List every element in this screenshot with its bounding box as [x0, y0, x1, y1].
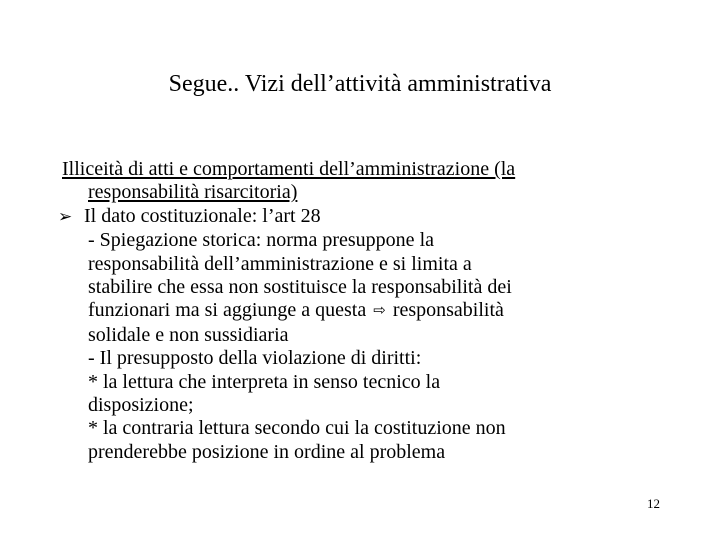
heading-line: responsabilità risarcitoria): [88, 181, 298, 204]
body-line: * la lettura che interpreta in senso tecnico la: [88, 370, 441, 393]
body-line: disposizione;: [88, 394, 194, 417]
slide-title: Segue.. Vizi dell’attività amministrativa: [168, 71, 552, 97]
page-number: 12: [647, 496, 660, 511]
body-line: solidale e non sussidiaria: [88, 323, 289, 346]
arrow-bullet-icon: ➢: [58, 206, 73, 227]
bullet-item: [58, 204, 682, 229]
body-text: funzionari ma si aggiunge a questa: [88, 299, 367, 322]
body-line: - Spiegazione storica: norma presuppone la: [88, 229, 434, 252]
body-line: [62, 299, 682, 323]
body-line: responsabilità dell’amministrazione e si limita a: [88, 252, 472, 275]
heading-line: Illiceità di atti e comportamenti dell’amministrazione (la: [62, 158, 516, 180]
body-line: - Il presupposto della violazione di diritti:: [88, 347, 422, 370]
bullet-text: Il dato costituzionale: l’art 28: [84, 204, 321, 227]
body-text: responsabilità: [392, 299, 504, 322]
right-arrow-icon: ⇨: [373, 301, 386, 320]
body-line: stabilire che essa non sostituisce la responsabilità dei: [88, 276, 512, 299]
body-line: prenderebbe posizione in ordine al problema: [88, 440, 446, 463]
slide-body: [58, 158, 682, 464]
body-line: * la contraria lettura secondo cui la costituzione non: [88, 417, 506, 440]
